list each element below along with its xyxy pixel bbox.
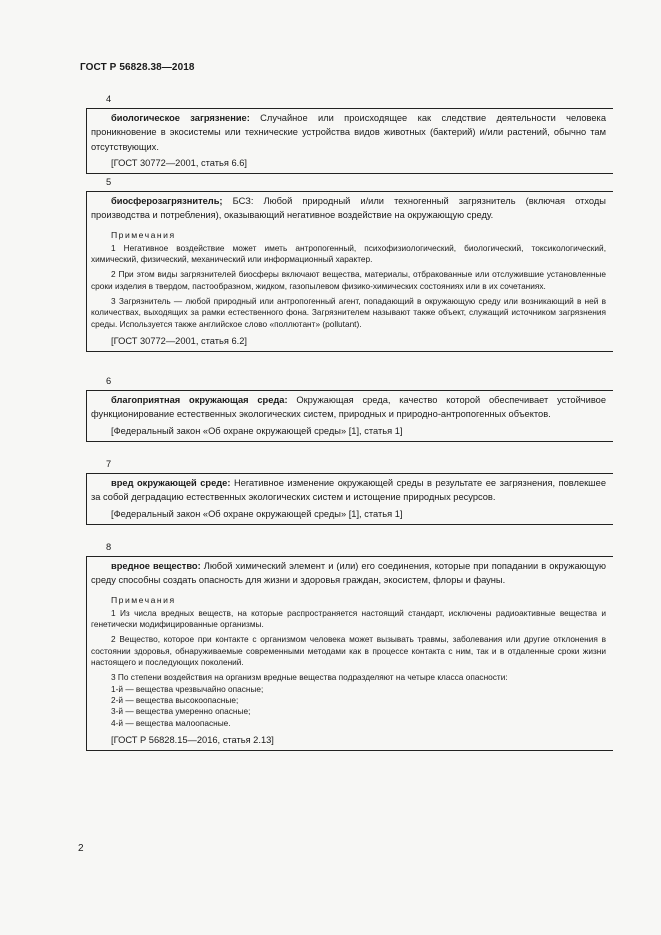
source-reference: [ГОСТ 30772—2001, статья 6.6] xyxy=(111,157,247,168)
entry-number: 6 xyxy=(106,376,112,386)
definition-text: БСЗ: Любой природный и/или техногенный загрязнитель (включая отходы производства и потребления), оказывающий негативное воздействие на окружающую среду. xyxy=(91,196,606,221)
term-entry-7 xyxy=(86,458,613,525)
definition-text: Случайное или происходящее как следствие деятельности человека проникновение в экосистемы или технические устройства видов животных (бактерий) и/или растений, обычно там отсутствующих. xyxy=(91,113,606,152)
source-reference: [ГОСТ 30772—2001, статья 6.2] xyxy=(111,335,247,346)
source-reference: [ГОСТ Р 56828.15—2016, статья 2.13] xyxy=(111,734,274,745)
note: 2 При этом виды загрязнителей биосферы включают вещества, материалы, отбракованные или отслужившие установленные сроки изделия в твердом, пастообразном, жидком, газопылевом физико-химических состояниях или в их сочетаниях. xyxy=(91,269,606,291)
term: биосферозагрязнитель; xyxy=(111,196,223,206)
entry-box xyxy=(86,191,613,352)
definition xyxy=(91,111,606,154)
note: 1 Из числа вредных веществ, на которые распространяется настоящий стандарт, исключены радиоактивные вещества и генетически модифицированные организмы. xyxy=(91,607,606,630)
term-entry-5 xyxy=(86,176,613,352)
note: 3 По степени воздействия на организм вредные вещества подразделяют на четыре класса опасности: xyxy=(111,672,508,683)
definition-text: Негативное изменение окружающей среды в результате ее загрязнения, повлекшее за собой деградацию естественных экологических систем и истощение природных ресурсов. xyxy=(91,478,606,503)
definition xyxy=(91,393,606,422)
notes-title: Примечания xyxy=(111,229,176,240)
entry-number: 7 xyxy=(106,459,112,469)
hazard-class-item: 3-й — вещества умеренно опасные; xyxy=(111,706,251,717)
term: вредное вещество: xyxy=(111,561,201,571)
term: вред окружающей среде: xyxy=(111,478,231,488)
hazard-class-item: 1-й — вещества чрезвычайно опасные; xyxy=(111,683,264,694)
page-number: 2 xyxy=(78,843,84,854)
hazard-class-item: 2-й — вещества высокоопасные; xyxy=(111,694,239,705)
hazard-class-item: 4-й — вещества малоопасные. xyxy=(111,717,231,728)
entry-box xyxy=(86,556,613,751)
notes-title: Примечания xyxy=(111,594,176,605)
note: 2 Вещество, которое при контакте с организмом человека может вызывать травмы, заболевания или другие отклонения в состоянии здоровья, обнаруживаемые современными методами как в процессе контакта с ним, так и в отдаленные сроки жизни настоящего и последующих поколений. xyxy=(91,634,606,668)
source-reference: [Федеральный закон «Об охране окружающей среды» [1], статья 1] xyxy=(111,425,403,436)
entry-number: 5 xyxy=(106,177,112,187)
note: 3 Загрязнитель — любой природный или антропогенный агент, попадающий в окружающую среду или возникающий в ней в количествах, выходящих за рамки естественного фона. Загрязнителем называют также объект, служащий источником загрязнения среды. Используется также английское слово «поллютант» (pollutant). xyxy=(91,296,606,329)
definition-text: Любой химический элемент и (или) его соединения, которые при попадании в окружающую среду способны создать опасность для жизни и здоровья граждан, экосистем, флоры и фауны. xyxy=(91,561,606,586)
definition xyxy=(91,559,606,588)
note: 1 Негативное воздействие может иметь антропогенный, психофизиологический, биологический, токсикологический, химический, физический, механический или информационный характер. xyxy=(91,242,606,265)
term-entry-8 xyxy=(86,541,613,751)
entry-box xyxy=(86,108,613,174)
term-entry-4 xyxy=(86,93,613,174)
definition-text: Окружающая среда, качество которой обеспечивает устойчивое функционирование естественных экологических систем, природных и природно-антропогенных объектов. xyxy=(91,395,606,420)
entry-box xyxy=(86,473,613,525)
entry-box xyxy=(86,390,613,442)
entry-number: 8 xyxy=(106,542,112,552)
page-header: ГОСТ Р 56828.38—2018 xyxy=(80,62,195,73)
source-reference: [Федеральный закон «Об охране окружающей среды» [1], статья 1] xyxy=(111,508,403,519)
definition xyxy=(91,194,606,223)
definition xyxy=(91,476,606,505)
term: благоприятная окружающая среда: xyxy=(111,395,288,405)
term: биологическое загрязнение: xyxy=(111,113,250,123)
term-entry-6 xyxy=(86,375,613,442)
entry-number: 4 xyxy=(106,94,112,104)
